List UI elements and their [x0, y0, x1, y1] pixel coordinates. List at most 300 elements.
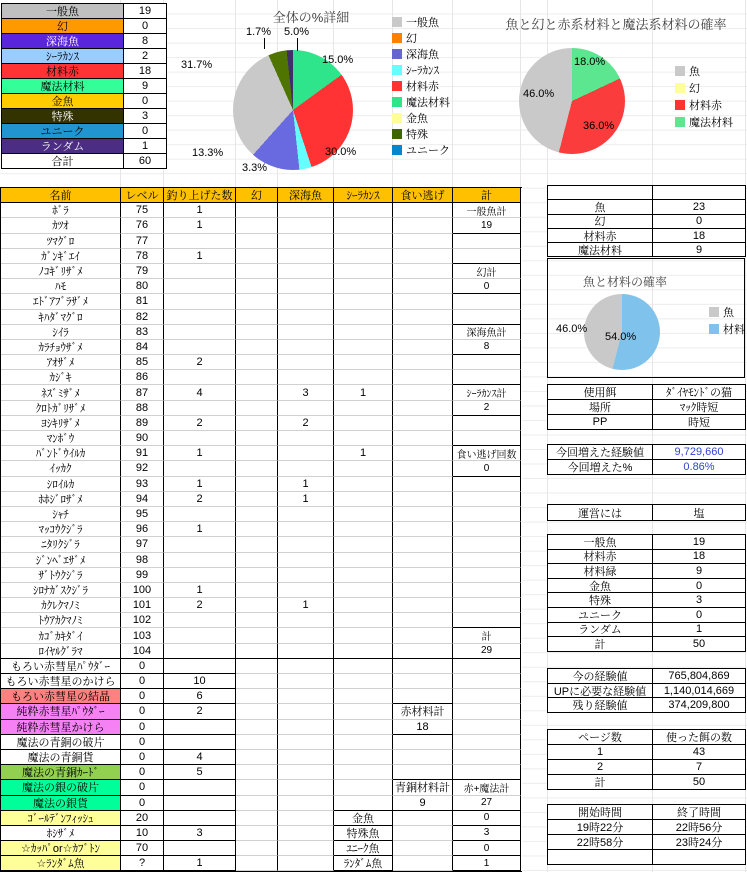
cell-coelacanth[interactable]: [334, 507, 393, 522]
cell-caught[interactable]: 1: [164, 477, 236, 492]
cell-label[interactable]: 材料緑: [548, 564, 653, 579]
cell-caught[interactable]: 4: [164, 750, 236, 765]
cell-name[interactable]: 純粋赤彗星ﾊﾟｳﾀﾞｰ: [1, 704, 121, 719]
cell-caught[interactable]: [164, 644, 236, 659]
cell-escape[interactable]: [393, 583, 453, 598]
cell-label[interactable]: [548, 186, 653, 200]
cell-deepsea[interactable]: [278, 689, 334, 704]
cell-caught[interactable]: 1: [164, 856, 236, 871]
cell-total[interactable]: [453, 735, 521, 750]
cell-level[interactable]: 95: [121, 507, 164, 522]
cell-total[interactable]: 0: [453, 279, 521, 294]
cell-total[interactable]: [453, 568, 521, 583]
cell-total[interactable]: [453, 583, 521, 598]
cell-phantom[interactable]: [236, 796, 278, 811]
cell-label[interactable]: 運営には: [548, 505, 653, 521]
cell-phantom[interactable]: [236, 537, 278, 552]
cell-deepsea[interactable]: [278, 826, 334, 841]
cell-level[interactable]: 0: [121, 689, 164, 704]
cell-total[interactable]: [453, 370, 521, 385]
cell-phantom[interactable]: [236, 780, 278, 795]
cell-label[interactable]: ユニーク: [548, 608, 653, 623]
cell-value[interactable]: [653, 186, 746, 200]
cell-caught[interactable]: 1: [164, 583, 236, 598]
cell-deepsea[interactable]: [278, 431, 334, 446]
cell-coelacanth[interactable]: ﾕﾆｰｸ魚: [334, 841, 393, 856]
cell-label[interactable]: 場所: [548, 400, 653, 415]
cell-name[interactable]: ﾎﾞﾗ: [1, 203, 121, 218]
cell-coelacanth[interactable]: [334, 598, 393, 613]
cell-label[interactable]: 魚: [548, 200, 653, 214]
cell-total[interactable]: [453, 522, 521, 537]
cell-level[interactable]: 102: [121, 613, 164, 628]
cell-total[interactable]: 0: [453, 811, 521, 826]
cell-phantom[interactable]: [236, 826, 278, 841]
cell-escape[interactable]: [393, 446, 453, 461]
cell-escape[interactable]: 赤材料計: [393, 704, 453, 719]
cell-phantom[interactable]: [236, 279, 278, 294]
cell-total[interactable]: [453, 750, 521, 765]
cell-deepsea[interactable]: 3: [278, 385, 334, 400]
cell-name[interactable]: ﾊﾞﾝﾄﾞｳｲﾙｶ: [1, 446, 121, 461]
cell-label[interactable]: 使用餌: [548, 385, 653, 400]
cell-name[interactable]: 純粋赤彗星かけら: [1, 720, 121, 735]
cell-coelacanth[interactable]: ﾗﾝﾀﾞﾑ魚: [334, 856, 393, 871]
cell-level[interactable]: 93: [121, 477, 164, 492]
cell-name[interactable]: もろい赤彗星のかけら: [1, 674, 121, 689]
cell-escape[interactable]: [393, 598, 453, 613]
cell-deepsea[interactable]: [278, 234, 334, 249]
cell-escape[interactable]: [393, 355, 453, 370]
cell-label[interactable]: ページ数: [548, 730, 653, 745]
cell-coelacanth[interactable]: [334, 750, 393, 765]
cell-deepsea[interactable]: [278, 811, 334, 826]
cell-label[interactable]: 幻: [548, 215, 653, 229]
cell-level[interactable]: 79: [121, 264, 164, 279]
cell-escape[interactable]: [393, 461, 453, 476]
cell-value[interactable]: 0: [653, 608, 746, 623]
cell-label[interactable]: 1: [548, 745, 653, 760]
cell-coelacanth[interactable]: [334, 704, 393, 719]
cell-phantom[interactable]: [236, 765, 278, 780]
cell-value[interactable]: [653, 850, 746, 865]
cell-deepsea[interactable]: [278, 355, 334, 370]
header-caught[interactable]: 釣り上げた数: [164, 188, 236, 203]
cell-phantom[interactable]: [236, 310, 278, 325]
cell-value[interactable]: 9,729,660: [653, 445, 746, 460]
cell-value[interactable]: 50: [653, 775, 746, 790]
cell-total[interactable]: 一般魚計: [453, 203, 521, 218]
cell-escape[interactable]: [393, 234, 453, 249]
cell-deepsea[interactable]: [278, 720, 334, 735]
cell-coelacanth[interactable]: [334, 477, 393, 492]
cell-level[interactable]: 82: [121, 310, 164, 325]
cell-deepsea[interactable]: [278, 507, 334, 522]
cell-deepsea[interactable]: [278, 583, 334, 598]
cell-name[interactable]: ｴﾄﾞｱﾌﾞﾗｻﾞﾒ: [1, 294, 121, 309]
cell-category[interactable]: 幻: [2, 19, 124, 34]
cell-deepsea[interactable]: [278, 537, 334, 552]
cell-total[interactable]: 0: [453, 461, 521, 476]
cell-total[interactable]: [453, 294, 521, 309]
cell-name[interactable]: ﾉｺｷﾞﾘｻﾞﾒ: [1, 264, 121, 279]
cell-category[interactable]: 合計: [2, 154, 124, 169]
cell-level[interactable]: 86: [121, 370, 164, 385]
cell-label[interactable]: 計: [548, 775, 653, 790]
cell-deepsea[interactable]: [278, 765, 334, 780]
cell-caught[interactable]: 6: [164, 689, 236, 704]
cell-label[interactable]: 22時58分: [548, 835, 653, 850]
cell-coelacanth[interactable]: [334, 416, 393, 431]
cell-total[interactable]: [453, 234, 521, 249]
cell-phantom[interactable]: [236, 264, 278, 279]
cell-phantom[interactable]: [236, 522, 278, 537]
cell-escape[interactable]: [393, 689, 453, 704]
cell-escape[interactable]: [393, 492, 453, 507]
cell-coelacanth[interactable]: [334, 522, 393, 537]
cell-name[interactable]: ｼｬﾁ: [1, 507, 121, 522]
cell-total[interactable]: 3: [453, 826, 521, 841]
cell-total[interactable]: ｼｰﾗｶﾝｽ計: [453, 385, 521, 400]
cell-phantom[interactable]: [236, 446, 278, 461]
cell-total[interactable]: [453, 416, 521, 431]
cell-phantom[interactable]: [236, 553, 278, 568]
cell-phantom[interactable]: [236, 325, 278, 340]
cell-name[interactable]: 魔法の青銅ｶｰﾄﾞ: [1, 765, 121, 780]
cell-caught[interactable]: 2: [164, 355, 236, 370]
cell-phantom[interactable]: [236, 401, 278, 416]
cell-total[interactable]: 深海魚計: [453, 325, 521, 340]
cell-level[interactable]: 85: [121, 355, 164, 370]
cell-total[interactable]: 29: [453, 644, 521, 659]
cell-total[interactable]: [453, 659, 521, 674]
cell-deepsea[interactable]: 2: [278, 416, 334, 431]
cell-count[interactable]: 3: [124, 109, 167, 124]
cell-level[interactable]: 10: [121, 826, 164, 841]
cell-coelacanth[interactable]: 金魚: [334, 811, 393, 826]
cell-value[interactable]: 23時24分: [653, 835, 746, 850]
cell-level[interactable]: 70: [121, 841, 164, 856]
cell-value[interactable]: 23: [653, 200, 746, 214]
cell-deepsea[interactable]: [278, 856, 334, 871]
cell-count[interactable]: 2: [124, 49, 167, 64]
cell-escape[interactable]: [393, 416, 453, 431]
cell-phantom[interactable]: [236, 583, 278, 598]
cell-count[interactable]: 0: [124, 19, 167, 34]
cell-level[interactable]: 88: [121, 401, 164, 416]
cell-name[interactable]: ｶｼﾞｷ: [1, 370, 121, 385]
cell-label[interactable]: 今回増えた経験値: [548, 445, 653, 460]
cell-escape[interactable]: [393, 340, 453, 355]
cell-escape[interactable]: [393, 218, 453, 233]
cell-category[interactable]: ユニーク: [2, 124, 124, 139]
cell-value[interactable]: 22時56分: [653, 820, 746, 835]
cell-total[interactable]: 2: [453, 401, 521, 416]
cell-phantom[interactable]: [236, 477, 278, 492]
cell-value[interactable]: 0: [653, 579, 746, 594]
cell-label[interactable]: 残り経験値: [548, 698, 653, 713]
cell-label[interactable]: 19時22分: [548, 820, 653, 835]
cell-phantom[interactable]: [236, 340, 278, 355]
cell-value[interactable]: 0: [653, 215, 746, 229]
cell-caught[interactable]: [164, 461, 236, 476]
cell-escape[interactable]: [393, 203, 453, 218]
cell-value[interactable]: 使った餌の数: [653, 730, 746, 745]
cell-value[interactable]: 7: [653, 760, 746, 775]
cell-level[interactable]: 84: [121, 340, 164, 355]
cell-value[interactable]: 19: [653, 535, 746, 550]
cell-name[interactable]: ｶﾞﾝｷﾞｴｲ: [1, 249, 121, 264]
cell-caught[interactable]: [164, 325, 236, 340]
cell-total[interactable]: [453, 492, 521, 507]
cell-value[interactable]: 1: [653, 623, 746, 638]
cell-deepsea[interactable]: [278, 568, 334, 583]
cell-level[interactable]: 0: [121, 659, 164, 674]
cell-escape[interactable]: [393, 325, 453, 340]
cell-caught[interactable]: [164, 264, 236, 279]
header-phantom[interactable]: 幻: [236, 188, 278, 203]
cell-label[interactable]: 魔法材料: [548, 243, 653, 257]
cell-phantom[interactable]: [236, 249, 278, 264]
cell-value[interactable]: 塩: [653, 505, 746, 521]
cell-name[interactable]: ｼﾞﾝﾍﾞｴｻﾞﾒ: [1, 553, 121, 568]
cell-level[interactable]: 0: [121, 765, 164, 780]
cell-value[interactable]: 9: [653, 243, 746, 257]
cell-phantom[interactable]: [236, 735, 278, 750]
cell-caught[interactable]: [164, 279, 236, 294]
cell-caught[interactable]: [164, 507, 236, 522]
cell-value[interactable]: 1,140,014,669: [653, 684, 746, 699]
cell-name[interactable]: 魔法の青銅の破片: [1, 735, 121, 750]
cell-name[interactable]: ｺﾞｰﾙﾃﾞﾝﾌｨｯｼｭ: [1, 811, 121, 826]
cell-phantom[interactable]: [236, 659, 278, 674]
cell-escape[interactable]: [393, 294, 453, 309]
cell-caught[interactable]: 10: [164, 674, 236, 689]
cell-coelacanth[interactable]: [334, 780, 393, 795]
cell-deepsea[interactable]: 1: [278, 492, 334, 507]
cell-deepsea[interactable]: [278, 659, 334, 674]
cell-total[interactable]: [453, 310, 521, 325]
cell-total[interactable]: 1: [453, 856, 521, 871]
cell-escape[interactable]: [393, 659, 453, 674]
cell-caught[interactable]: [164, 340, 236, 355]
cell-name[interactable]: ﾛｲﾔﾙｸﾞﾗﾏ: [1, 644, 121, 659]
cell-total[interactable]: 19: [453, 218, 521, 233]
cell-deepsea[interactable]: [278, 340, 334, 355]
cell-phantom[interactable]: [236, 492, 278, 507]
cell-escape[interactable]: [393, 613, 453, 628]
cell-deepsea[interactable]: [278, 249, 334, 264]
cell-total[interactable]: [453, 613, 521, 628]
cell-caught[interactable]: 2: [164, 492, 236, 507]
cell-value[interactable]: 時短: [653, 415, 746, 430]
cell-phantom[interactable]: [236, 644, 278, 659]
cell-label[interactable]: 特殊: [548, 593, 653, 608]
cell-caught[interactable]: [164, 735, 236, 750]
cell-name[interactable]: ﾎｼｻﾞﾒ: [1, 826, 121, 841]
cell-name[interactable]: ﾖｼｷﾘｻﾞﾒ: [1, 416, 121, 431]
cell-caught[interactable]: 2: [164, 416, 236, 431]
cell-deepsea[interactable]: [278, 370, 334, 385]
cell-name[interactable]: もろい赤彗星ﾊﾟｳﾀﾞｰ: [1, 659, 121, 674]
cell-total[interactable]: 27: [453, 796, 521, 811]
cell-value[interactable]: 43: [653, 745, 746, 760]
cell-level[interactable]: 75: [121, 203, 164, 218]
cell-deepsea[interactable]: [278, 310, 334, 325]
cell-caught[interactable]: [164, 841, 236, 856]
cell-total[interactable]: 0: [453, 841, 521, 856]
cell-caught[interactable]: [164, 370, 236, 385]
cell-coelacanth[interactable]: 特殊魚: [334, 826, 393, 841]
cell-caught[interactable]: [164, 553, 236, 568]
cell-value[interactable]: ﾀﾞｲﾔﾓﾝﾄﾞの猫: [653, 385, 746, 400]
cell-coelacanth[interactable]: [334, 249, 393, 264]
cell-caught[interactable]: 4: [164, 385, 236, 400]
cell-coelacanth[interactable]: [334, 720, 393, 735]
cell-deepsea[interactable]: [278, 294, 334, 309]
cell-caught[interactable]: 5: [164, 765, 236, 780]
cell-level[interactable]: 80: [121, 279, 164, 294]
cell-phantom[interactable]: [236, 856, 278, 871]
cell-category[interactable]: 一般魚: [2, 4, 124, 19]
cell-count[interactable]: 0: [124, 94, 167, 109]
cell-escape[interactable]: [393, 537, 453, 552]
cell-coelacanth[interactable]: [334, 659, 393, 674]
cell-total[interactable]: 幻計: [453, 264, 521, 279]
cell-phantom[interactable]: [236, 507, 278, 522]
cell-total[interactable]: [453, 674, 521, 689]
cell-deepsea[interactable]: [278, 644, 334, 659]
cell-label[interactable]: ランダム: [548, 623, 653, 638]
cell-caught[interactable]: [164, 720, 236, 735]
cell-category[interactable]: ランダム: [2, 139, 124, 154]
cell-coelacanth[interactable]: [334, 613, 393, 628]
cell-coelacanth[interactable]: [334, 234, 393, 249]
cell-name[interactable]: 魔法の銀の破片: [1, 780, 121, 795]
cell-name[interactable]: ﾄｳｱｶｸﾏﾉﾐ: [1, 613, 121, 628]
cell-level[interactable]: 104: [121, 644, 164, 659]
cell-value[interactable]: 0.86%: [653, 460, 746, 475]
cell-level[interactable]: 78: [121, 249, 164, 264]
cell-deepsea[interactable]: [278, 401, 334, 416]
cell-caught[interactable]: [164, 811, 236, 826]
cell-deepsea[interactable]: [278, 279, 334, 294]
cell-caught[interactable]: [164, 234, 236, 249]
cell-escape[interactable]: [393, 811, 453, 826]
cell-escape[interactable]: [393, 644, 453, 659]
cell-phantom[interactable]: [236, 370, 278, 385]
cell-label[interactable]: 一般魚: [548, 535, 653, 550]
cell-deepsea[interactable]: [278, 218, 334, 233]
cell-level[interactable]: 90: [121, 431, 164, 446]
cell-deepsea[interactable]: [278, 628, 334, 643]
cell-escape[interactable]: [393, 249, 453, 264]
cell-coelacanth[interactable]: [334, 431, 393, 446]
cell-escape[interactable]: [393, 477, 453, 492]
cell-coelacanth[interactable]: [334, 568, 393, 583]
cell-coelacanth[interactable]: [334, 674, 393, 689]
cell-phantom[interactable]: [236, 355, 278, 370]
cell-caught[interactable]: [164, 568, 236, 583]
cell-name[interactable]: ｶｸﾚｸﾏﾉﾐ: [1, 598, 121, 613]
cell-deepsea[interactable]: [278, 750, 334, 765]
cell-total[interactable]: [453, 477, 521, 492]
cell-coelacanth[interactable]: [334, 355, 393, 370]
cell-coelacanth[interactable]: [334, 628, 393, 643]
cell-name[interactable]: ﾈｽﾞﾐｻﾞﾒ: [1, 385, 121, 400]
cell-total[interactable]: [453, 507, 521, 522]
cell-category[interactable]: 特殊: [2, 109, 124, 124]
cell-phantom[interactable]: [236, 234, 278, 249]
cell-phantom[interactable]: [236, 750, 278, 765]
cell-level[interactable]: 101: [121, 598, 164, 613]
cell-coelacanth[interactable]: 1: [334, 385, 393, 400]
cell-caught[interactable]: [164, 796, 236, 811]
cell-level[interactable]: 81: [121, 294, 164, 309]
cell-coelacanth[interactable]: [334, 310, 393, 325]
cell-coelacanth[interactable]: [334, 325, 393, 340]
cell-caught[interactable]: [164, 659, 236, 674]
cell-level[interactable]: 100: [121, 583, 164, 598]
cell-label[interactable]: 金魚: [548, 579, 653, 594]
cell-deepsea[interactable]: [278, 203, 334, 218]
cell-phantom[interactable]: [236, 674, 278, 689]
cell-name[interactable]: ﾏﾝﾎﾞｳ: [1, 431, 121, 446]
cell-count[interactable]: 19: [124, 4, 167, 19]
cell-coelacanth[interactable]: [334, 537, 393, 552]
cell-escape[interactable]: [393, 310, 453, 325]
cell-count[interactable]: 0: [124, 124, 167, 139]
cell-category[interactable]: 金魚: [2, 94, 124, 109]
cell-total[interactable]: [453, 553, 521, 568]
cell-total[interactable]: [453, 765, 521, 780]
cell-phantom[interactable]: [236, 431, 278, 446]
cell-value[interactable]: 3: [653, 593, 746, 608]
cell-deepsea[interactable]: [278, 704, 334, 719]
cell-coelacanth[interactable]: [334, 370, 393, 385]
cell-escape[interactable]: [393, 431, 453, 446]
cell-phantom[interactable]: [236, 704, 278, 719]
cell-level[interactable]: 0: [121, 735, 164, 750]
cell-name[interactable]: ﾊﾓ: [1, 279, 121, 294]
cell-escape[interactable]: [393, 507, 453, 522]
cell-level[interactable]: 97: [121, 537, 164, 552]
cell-escape[interactable]: [393, 841, 453, 856]
cell-name[interactable]: ｶﾗﾁｮｳｻﾞﾒ: [1, 340, 121, 355]
cell-escape[interactable]: [393, 370, 453, 385]
cell-name[interactable]: ｷﾊﾀﾞﾏｸﾞﾛ: [1, 310, 121, 325]
cell-level[interactable]: 96: [121, 522, 164, 537]
cell-escape[interactable]: [393, 279, 453, 294]
cell-caught[interactable]: 3: [164, 826, 236, 841]
cell-category[interactable]: ｼｰﾗｶﾝｽ: [2, 49, 124, 64]
cell-level[interactable]: 99: [121, 568, 164, 583]
cell-total[interactable]: [453, 537, 521, 552]
cell-phantom[interactable]: [236, 811, 278, 826]
cell-phantom[interactable]: [236, 628, 278, 643]
cell-coelacanth[interactable]: [334, 264, 393, 279]
cell-escape[interactable]: [393, 264, 453, 279]
cell-deepsea[interactable]: [278, 553, 334, 568]
cell-caught[interactable]: 1: [164, 249, 236, 264]
cell-name[interactable]: ｸﾛﾄｶﾞﾘｻﾞﾒ: [1, 401, 121, 416]
cell-coelacanth[interactable]: [334, 279, 393, 294]
cell-caught[interactable]: [164, 537, 236, 552]
cell-name[interactable]: もろい赤彗星の結晶: [1, 689, 121, 704]
cell-caught[interactable]: 2: [164, 704, 236, 719]
cell-phantom[interactable]: [236, 598, 278, 613]
cell-coelacanth[interactable]: [334, 401, 393, 416]
